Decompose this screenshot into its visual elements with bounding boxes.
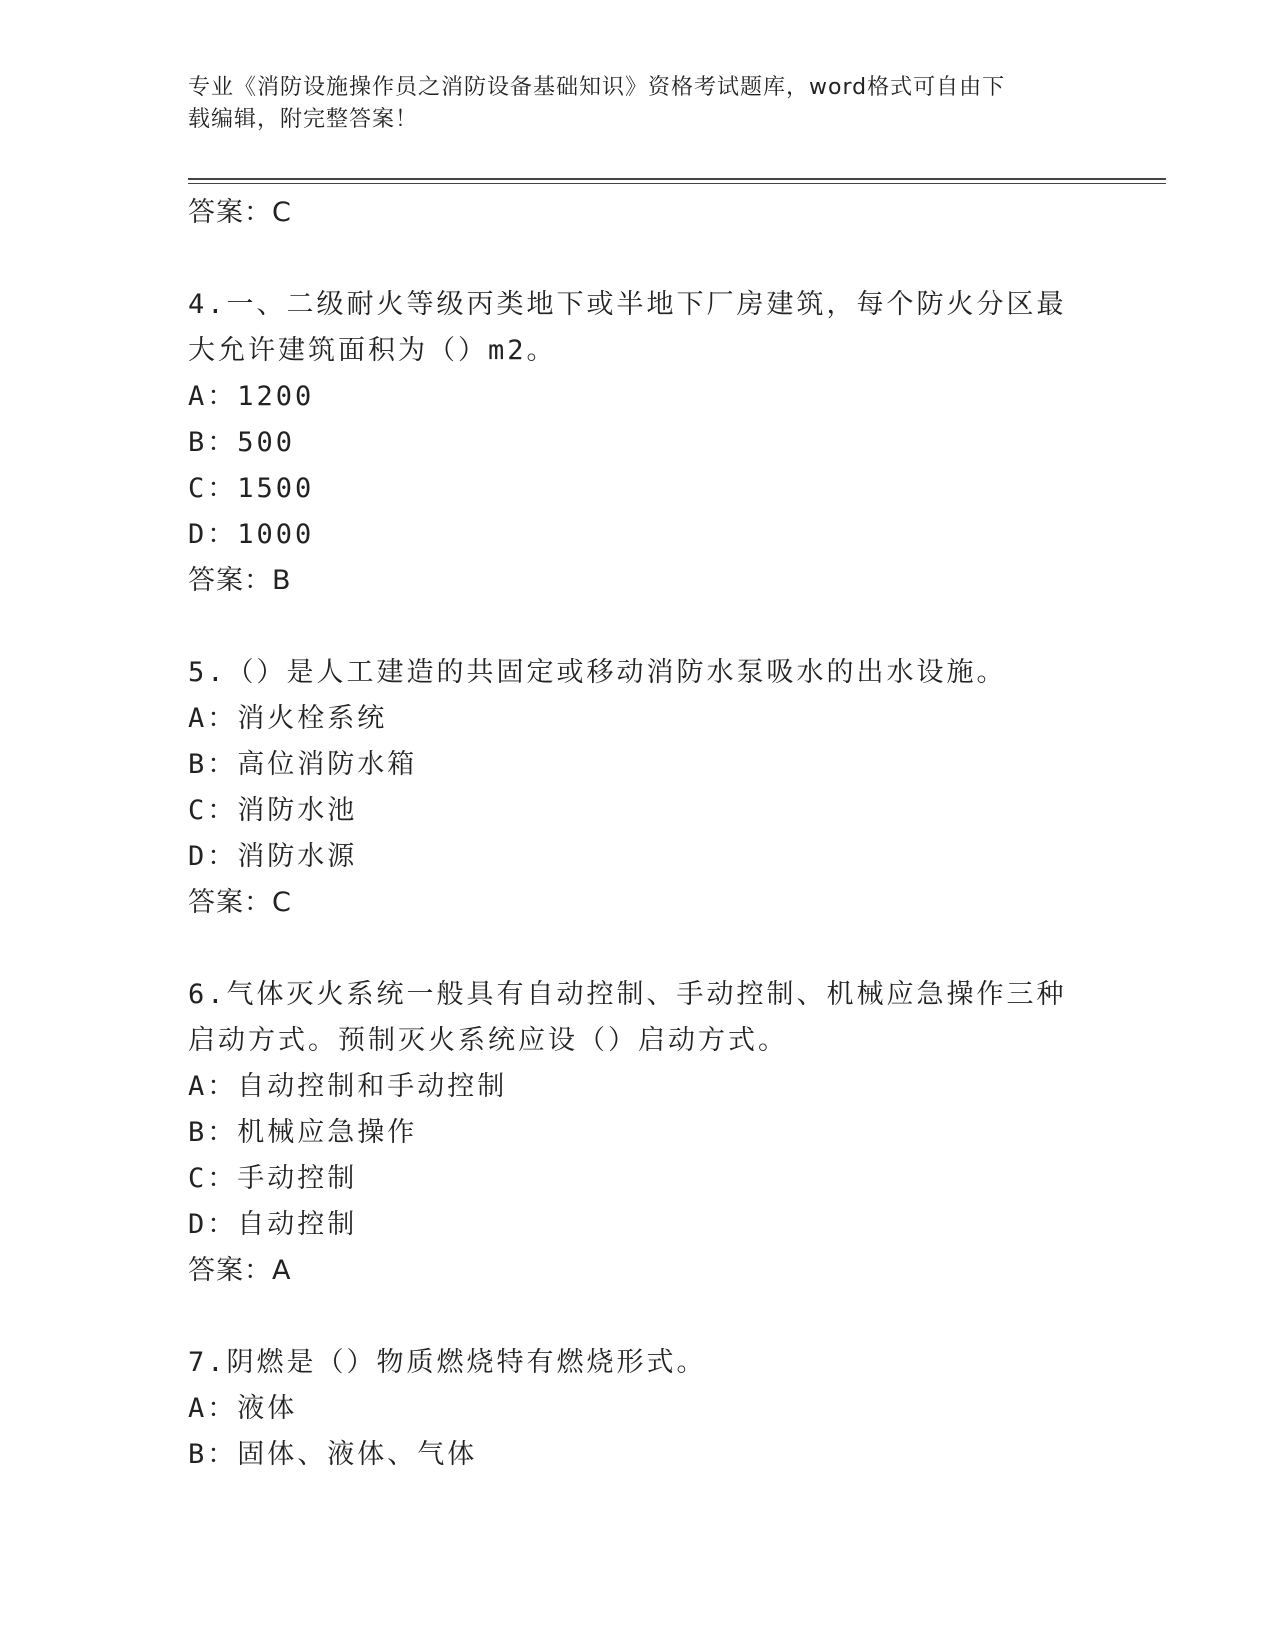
header-line-2: 载编辑，附完整答案！: [188, 107, 419, 132]
option-b: B：固体、液体、气体: [188, 1439, 478, 1470]
option-a: A：消火栓系统: [188, 703, 388, 734]
question-5: [188, 650, 1088, 926]
header-divider-thin: [188, 183, 1166, 184]
option-d: D：自动控制: [188, 1209, 358, 1240]
answer-line: 答案：C: [188, 197, 292, 228]
option-c: C：1500: [188, 473, 315, 504]
option-b: B：机械应急操作: [188, 1117, 418, 1148]
option-d: D：消防水源: [188, 841, 358, 872]
document-header: [188, 72, 1068, 136]
option-a: A：1200: [188, 381, 315, 412]
option-a: A：液体: [188, 1393, 298, 1424]
option-b: B：高位消防水箱: [188, 749, 418, 780]
option-b: B：500: [188, 427, 296, 458]
question-7: [188, 1340, 1088, 1478]
option-c: C：消防水池: [188, 795, 358, 826]
answer-line: 答案：C: [188, 887, 292, 918]
option-a: A：自动控制和手动控制: [188, 1071, 508, 1102]
option-c: C：手动控制: [188, 1163, 358, 1194]
answer-line: 答案：A: [188, 1255, 292, 1286]
question-text: 5.（）是人工建造的共固定或移动消防水泵吸水的出水设施。: [188, 657, 1007, 688]
question-text: 4.一、二级耐火等级丙类地下或半地下厂房建筑，每个防火分区最大允许建筑面积为（）m2。: [188, 289, 1067, 366]
header-line-1: 专业《消防设施操作员之消防设备基础知识》资格考试题库，word格式可自由下: [188, 75, 1006, 100]
option-d: D：1000: [188, 519, 315, 550]
question-6: [188, 972, 1088, 1294]
answer-line: 答案：B: [188, 565, 292, 596]
header-divider-thick: [188, 178, 1166, 180]
question-text: 7.阴燃是（）物质燃烧特有燃烧形式。: [188, 1347, 707, 1378]
question-text: 6.气体灭火系统一般具有自动控制、手动控制、机械应急操作三种启动方式。预制灭火系统应设（）启动方式。: [188, 979, 1067, 1056]
question-4: [188, 282, 1088, 604]
question-list: [188, 190, 1088, 1524]
